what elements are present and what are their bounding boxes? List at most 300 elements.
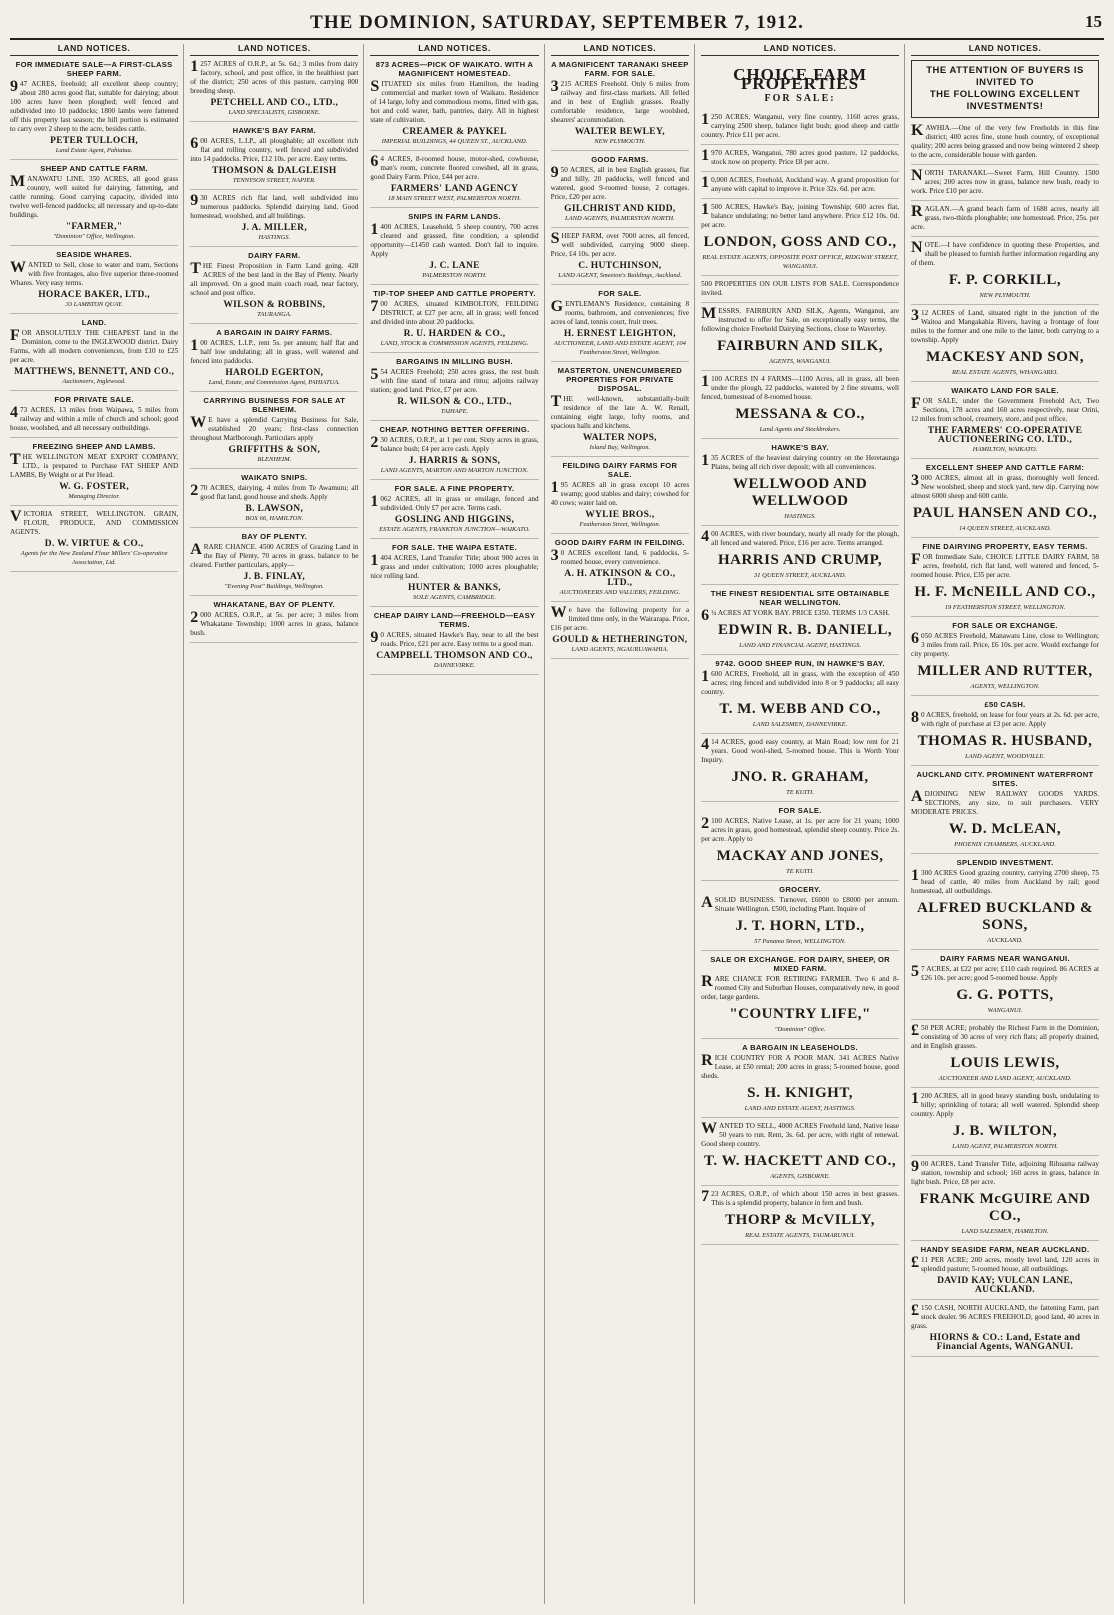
ad-heading: 9742. GOOD SHEEP RUN, IN HAWKE'S BAY. [715, 659, 885, 668]
ad-body: 930 ACRES rich flat land, well subdivided into numerous paddocks. Splendid dairying land. Good homestead, woolshed, and all buildings. [190, 192, 359, 220]
classified-ad [701, 307, 899, 371]
ad-body: 1300 ACRES Good grazing country, carrying 2700 sheep, 75 head of cattle, 40 miles from Auckland by rail; good homestead, all outbuildings. [911, 867, 1099, 895]
classified-ad [701, 203, 899, 276]
ad-body: 80 ACRES, freehold, on lease for four years at 2s. 6d. per acre, with right of purchase at £3 per acre. Apply [911, 709, 1099, 728]
ad-advertiser: GRIFFITHS & SON, [228, 445, 321, 455]
ad-advertiser: J. C. LANE [429, 261, 480, 271]
classified-ad [701, 1190, 899, 1245]
ad-body: SITUATED six miles from Hamilton, the leading commercial and market town of Waikato. Residence of 14 large, lofty and commodious rooms, fitted with gas, hot and cold water, bath, pantries, dairy. All in highest state of cultivation. [370, 78, 539, 124]
ad-heading: THE FINEST RESIDENTIAL SITE OBTAINABLE NEAR WELLINGTON. [710, 589, 890, 607]
ad-heading: TIP-TOP SHEEP AND CATTLE PROPERTY. [373, 289, 536, 298]
ad-address: AGENTS, WELLINGTON. [970, 683, 1040, 690]
ad-heading: CHEAP DAIRY LAND—FREEHOLD—EASY TERMS. [373, 611, 536, 629]
ad-address: "Evening Post" Buildings, Wellington. [224, 583, 324, 590]
ad-address: REAL ESTATE AGENTS, TAUMARUNUI. [745, 1232, 856, 1239]
classified-ad [701, 1043, 899, 1118]
classified-ad [911, 1092, 1099, 1156]
ad-body: RICH COUNTRY FOR A POOR MAN. 341 ACRES Native Lease, at £50 rental; 200 acres in grass; 5-roomed house, good sheds. [701, 1052, 900, 1080]
ad-address: AUCTIONEER AND LAND AGENT, AUCKLAND. [938, 1075, 1072, 1082]
classified-ad [911, 770, 1099, 854]
classified-ad [10, 442, 178, 506]
ad-address: REAL ESTATE AGENTS, WHANGAREI. [951, 369, 1059, 376]
ad-heading: GOOD DAIRY FARM IN FEILDING. [554, 538, 685, 547]
ad-advertiser: CAMPBELL THOMSON AND CO., [376, 651, 533, 661]
classified-ad [911, 205, 1099, 237]
ad-body: MESSRS. FAIRBURN AND SILK, Agents, Wanganui, are instructed to offer for Sale, on exceptionally easy terms, the following choice Freehold Dairying Sections, close to Waverley. [701, 305, 900, 333]
ad-heading: FOR PRIVATE SALE. [54, 395, 134, 404]
ad-body: THE well-known, substantially-built residence of the late A. W. Renall, containing eight large, lofty rooms, and spacious halls and kitchens. [550, 393, 690, 430]
classified-ad [551, 60, 690, 151]
ad-body: 6¼ ACRES AT YORK BAY. PRICE £350. TERMS 1/3 CASH. [701, 607, 890, 624]
ad-heading: DAIRY FARMS NEAR WANGANUI. [940, 954, 1070, 963]
classified-ad [911, 241, 1099, 305]
ad-heading: FOR SALE. THE WAIPA ESTATE. [391, 543, 518, 552]
ad-body: 90 ACRES, situated Hawke's Bay, near to all the best roads. Price, £21 per acre. Easy terms to a good man. [370, 629, 539, 648]
ad-heading: EXCELLENT SHEEP AND CATTLE FARM: [925, 463, 1085, 472]
ad-address: LAND SALESMEN, HAMILTON. [961, 1228, 1049, 1235]
ad-advertiser: HIORNS & CO.: Land, Estate and Financial Agents, WANGANUI. [929, 1333, 1081, 1352]
ad-address: Agents for the New Zealand Flour Millers' Co-operative Association, Ltd. [20, 550, 168, 566]
ad-advertiser: MACKAY AND JONES, [716, 848, 884, 864]
ad-advertiser: MESSANA & CO., [735, 406, 865, 422]
ad-body: 1257 ACRES of O.R.P., at 5s. 6d.; 3 miles from dairy factory, school, and post office, in the healthiest part of the district; 250 acres of this pasture, carrying 800 breeding sheep. [190, 58, 359, 95]
classified-ad [190, 532, 358, 596]
ad-advertiser: CREAMER & PAYKEL [402, 127, 507, 137]
column-header: LAND NOTICES. [370, 44, 538, 56]
ad-body: 600 ACRES, L.I.P., all ploughable; all excellent rich flat and rolling country, well fenced and subdivided into 14 paddocks. Price, £12 10s. per acre. Easy terms. [190, 135, 359, 163]
ad-body: 57 ACRES, at £22 per acre; £110 cash required. 86 ACRES at £26 10s. per acre; good 5-roomed house. Apply [911, 963, 1099, 982]
ad-advertiser: J. HARRIS & SONS, [408, 456, 501, 466]
ad-body: 10,000 ACRES, Freehold, Auckland way. A grand proposition for anyone with capital to improve it. Price 32s. 6d. per acre. [701, 174, 900, 193]
classified-ad [911, 386, 1099, 459]
ad-advertiser: MATTHEWS, BENNETT, AND CO., [14, 367, 175, 377]
ad-body: WE have a splendid Carrying Business for Sale, established 20 years; first-class connection throughout Marlborough. Particulars apply [190, 414, 359, 442]
ad-advertiser: "COUNTRY LIFE," [729, 1006, 871, 1022]
classified-ad [551, 155, 690, 228]
ad-heading: A BARGAIN IN LEASEHOLDS. [742, 1043, 858, 1052]
classified-ad [370, 611, 538, 675]
ad-advertiser: F. P. CORKILL, [948, 272, 1062, 288]
column-header: LAND NOTICES. [911, 44, 1099, 56]
ad-body: KAWHIA.—One of the very few Freeholds in this fine district; 400 acres fine, stone hush country, of exceptional quality; 200 acres being grassed and now being wintered 2 sheep to the acre, considerable house with garden. [911, 122, 1099, 159]
classified-ad [551, 461, 690, 534]
ad-heading: FOR SALE. A FINE PROPERTY. [394, 484, 515, 493]
ad-body: NORTH TARANAKI.—Sweet Farm, Hill Country. 1500 acres; 200 acres now in grass, balance new bush, ready to work. Price £10 per acre. [911, 167, 1099, 195]
ad-body: 723 ACRES, O.R.P., of which about 150 acres in best grasses. This is a splendid property, balance in fern and bush. [701, 1188, 900, 1207]
ad-body: WANTED to Sell, close to water and tram, Sections with five frontages, also five superior three-roomed Whares. Very easy terms. [10, 259, 179, 287]
classified-ad [190, 473, 358, 528]
ad-heading: FOR SALE OR EXCHANGE. [952, 621, 1058, 630]
ad-body: 1404 ACRES, Land Transfer Title; about 900 acres in grass and under cultivation; 1000 acres ploughable; nice rolling land. [370, 552, 539, 580]
classified-ad [701, 738, 899, 802]
ad-body: RARE CHANCE FOR RETIRING FARMER. Two 6 and 8-roomed City and Suburban Houses, comparatively new, in good order, large gardens. [701, 973, 900, 1001]
ad-address: Land Agents and Stockbrokers. [759, 426, 841, 433]
column-header: LAND NOTICES. [10, 44, 178, 56]
ad-advertiser: T. W. HACKETT AND CO., [703, 1153, 897, 1169]
ad-address: AUCTIONEERS AND VALUERS, FEILDING. [559, 589, 681, 596]
ad-address: LAND AGENT, WOODVILLE. [965, 753, 1045, 760]
classified-ad [190, 194, 358, 247]
ad-body: 135 ACRES of the heaviest dairying country on the Heretaunga Plains, being all rich river deposit; with all conveniences. [701, 452, 900, 471]
ad-body: 312 ACRES of Land, situated right in the junction of the Waitoa and Mangakahia Rivers, having a frontage of four miles to the former and one mile to the latter, both carrying to a township. Apply [911, 307, 1099, 344]
ad-body: 1970 ACRES, Wanganui, 780 acres good pasture, 12 paddocks, stock now on property. Price £8 per acre. [701, 147, 900, 166]
attention-line-1: THE ATTENTION OF BUYERS IS INVITED TO [926, 65, 1084, 88]
ad-heading: FOR IMMEDIATE SALE—A FIRST-CLASS SHEEP FARM. [15, 60, 173, 78]
ad-body: 230 ACRES, O.R.P., at 1 per cent. Sixty acres in grass, balance bush; £4 per acre cash. Apply [370, 434, 539, 453]
ad-body: FOR Immediate Sale, CHOICE LITTLE DAIRY FARM, 58 acres, freehold, rich flat land, well watered and fenced, 5-roomed house. Price, £35 per acre. [911, 551, 1099, 579]
ad-body: 1200 ACRES, all in good heavy standing bush, undulating to hilly; sprinkling of totara; all well watered. Splendid sheep country. Apply [911, 1090, 1099, 1118]
ad-address: LAND AND ESTATE AGENT, HASTINGS. [744, 1105, 856, 1112]
ad-body: 1400 ACRES, Leasehold, 5 sheep country, 700 acres cleared and grassed, fine condition, a splendid opportunity—£1450 cash wanted. Don't fail to inquire. Apply [370, 221, 539, 258]
ad-heading: GROCERY. [779, 885, 821, 894]
ad-body: 6050 ACRES Freehold, Manawatu Line, close to Wellington; 3 miles from rail. Price, £6 10s. per acre. Would exchange for city property. [911, 630, 1099, 658]
classified-ad [551, 366, 690, 457]
classified-ad [10, 60, 178, 160]
ad-advertiser: C. HUTCHINSON, [578, 261, 662, 271]
ad-body: MANAWATU LINE. 350 ACRES, all good grass country, well suited for dairying, fattening, and cattle running. Good carrying capacity, divided into twelve well-fenced paddocks; all necessary and up-to-date buildings. [10, 173, 179, 219]
ad-advertiser: HARRIS AND CRUMP, [717, 552, 883, 568]
ad-address: TAURANGA. [257, 311, 292, 318]
ad-advertiser: JNO. R. GRAHAM, [731, 769, 869, 785]
ad-advertiser: "FARMER," [65, 222, 123, 232]
ad-address: TENNYSON STREET, NAPIER. [232, 177, 316, 184]
ad-address: LAND AGENTS, PALMERSTON NORTH. [565, 215, 675, 222]
ad-address: LAND SALESMEN, DANNEVIRKE. [752, 721, 848, 728]
ad-heading: FREEZING SHEEP AND LAMBS. [32, 442, 156, 451]
ad-heading: SALE OR EXCHANGE. FOR DAIRY, SHEEP, OR MIXED FARM. [710, 955, 890, 973]
ad-body: 2000 ACRES, O.R.P., at 5s. per acre; 3 miles from Whakatane Township; 1000 acres in grass, balance bush. [190, 609, 359, 637]
ad-address: PHOENIX CHAMBERS, AUCKLAND. [954, 841, 1056, 848]
masthead-title: THE DOMINION, SATURDAY, SEPTEMBER 7, 1912. [310, 12, 804, 33]
ad-address: HASTINGS. [258, 234, 291, 241]
ad-body: 1062 ACRES, all in grass or ensilage, fenced and subdivided. Only £7 per acre. Terms cash. [370, 493, 539, 512]
ad-heading: 873 ACRES—PICK OF WAIKATO. WITH A MAGNIFICENT HOMESTEAD. [375, 60, 534, 78]
ad-advertiser: WALTER BEWLEY, [574, 127, 665, 137]
ad-body: 30 ACRES excellent land, 6 paddocks, 5-roomed house, every convenience. [550, 547, 690, 566]
ad-address: TAIHAPE. [440, 408, 469, 415]
ad-body: 1600 ACRES, Freehold, all in grass, with the exception of 450 acres; ring fenced and subdivided into 8 or 9 paddocks; all easy country. [701, 668, 900, 696]
classified-ad [911, 700, 1099, 766]
classified-ad [551, 606, 690, 659]
ad-address: NEW PLYMOUTH. [594, 138, 646, 145]
classified-ad [370, 212, 538, 285]
ad-advertiser: J. B. FINLAY, [243, 572, 306, 582]
ad-address: 57 Panama Street, WELLINGTON. [754, 938, 846, 945]
ad-body: THE Finest Proposition in Farm Land going. 428 ACRES of the best land in the Bay of Plenty. Nearly all improved. On a good main coach road, near factory, school and post office. [190, 260, 359, 297]
ad-advertiser: WALTER NOPS, [582, 433, 657, 443]
ad-body: 195 ACRES all in grass except 10 acres swamp; good stables and dairy; cowshed for 40 cows; water laid on. [550, 479, 690, 507]
ad-address: 19 FEATHERSTON STREET, WELLINGTON. [944, 604, 1066, 611]
ad-body: FOR ABSOLUTELY THE CHEAPEST land in the Dominion, come to the INGLEWOOD district. Dairy Farms, with all modern conveniences, from £10 to £25 per acre. [10, 327, 179, 364]
classified-ad [370, 543, 538, 607]
choice-farm-footer: 500 PROPERTIES ON OUR LISTS FOR SALE. Correspondence invited. [701, 280, 899, 303]
ad-heading: FOR SALE. [778, 806, 822, 815]
ad-advertiser: WILSON & ROBBINS, [223, 300, 326, 310]
classified-ad [911, 858, 1099, 950]
ad-address: SOLE AGENTS, CAMBRIDGE. [413, 594, 496, 601]
ad-advertiser: THORP & McVILLY, [725, 1212, 875, 1228]
ad-address: AGENTS, WANGANUI. [769, 358, 831, 365]
classified-ad [701, 443, 899, 526]
ad-body: NOTE.—I have confidence in quoting these Properties, and shall be pleased to furnish further information regarding any of them. [911, 239, 1099, 267]
classified-ad [701, 659, 899, 734]
ad-address: LAND AGENT, Smeeton's Buildings, Auckland. [558, 272, 682, 279]
column-6 [911, 44, 1104, 1604]
choice-farm-title: CHOICE FARM PROPERTIES [733, 65, 868, 93]
ad-address: WANGANUI. [987, 1007, 1023, 1014]
ad-heading: A BARGAIN IN DAIRY FARMS. [216, 328, 333, 337]
column-header: LAND NOTICES. [190, 44, 358, 56]
ad-heading: AUCKLAND CITY. PROMINENT WATERFRONT SITES. [916, 770, 1094, 788]
classified-ad [701, 885, 899, 951]
ad-heading: GOOD FARMS. [591, 155, 649, 164]
ad-address: "Dominion" Office, Wellington. [53, 233, 135, 240]
ad-address: 18 MAIN STREET WEST, PALMERSTON NORTH. [388, 195, 521, 202]
classified-ad [911, 309, 1099, 382]
ad-advertiser: D. W. VIRTUE & CO., [44, 539, 144, 549]
ad-body: 700 ACRES, situated KIMBOLTON, FEILDING DISTRICT, at £27 per acre, all in grass; well fenced and divided into about 20 paddocks. [370, 298, 539, 326]
column-4 [551, 44, 696, 1604]
classified-ad [911, 621, 1099, 696]
column-5 [701, 44, 905, 1604]
classified-ad [701, 375, 899, 439]
ad-heading: £50 CASH. [984, 700, 1026, 709]
ad-address: AUCTIONEER, LAND AND ESTATE AGENT, 104 Featherston Street, Wellington. [553, 340, 686, 356]
classified-ad [370, 425, 538, 480]
ad-address: Island Bay, Wellington. [589, 444, 651, 451]
ad-advertiser: J. T. HORN, LTD., [735, 918, 865, 934]
ad-body: 270 ACRES, dairying, 4 miles from Te Awamutu; all good flat land, good house and sheds. Apply [190, 482, 359, 501]
ad-address: LAND AND FINANCIAL AGENT, HASTINGS. [739, 642, 862, 649]
ad-heading: WAIKATO SNIPS. [241, 473, 308, 482]
ad-address: Managing Director. [68, 493, 120, 500]
ad-advertiser: PETER TULLOCH, [50, 136, 139, 146]
attention-box [911, 60, 1099, 118]
ad-body: 100 ACRES, L.I.P., rent 5s. per annum; half flat and half low undulating; all in grass, well watered and fenced into paddocks. [190, 337, 359, 365]
ad-body: 1250 ACRES, Wanganui, very fine country, 1160 acres grass, carrying 2500 sheep, balance light bush; good sheep and cattle country. Price £11 per acre. [701, 111, 900, 139]
ad-advertiser: LOUIS LEWIS, [950, 1055, 1060, 1071]
ad-heading: SEASIDE WHARES. [56, 250, 132, 259]
ad-heading: LAND. [81, 318, 107, 327]
ad-advertiser: FRANK McGUIRE AND CO., [919, 1191, 1091, 1224]
ad-address: AGENTS, GISBORNE. [770, 1173, 830, 1180]
ad-heading: WHAKATANE, BAY OF PLENTY. [213, 600, 336, 609]
ad-advertiser: GILCHRIST AND KIDD, [564, 204, 676, 214]
classified-ad [370, 357, 538, 421]
ad-advertiser: J. A. MILLER, [241, 223, 307, 233]
ad-address: HASTINGS. [784, 513, 816, 520]
ad-heading: HANDY SEASIDE FARM, NEAR AUCKLAND. [920, 1245, 1090, 1254]
ad-advertiser: MACKESY AND SON, [926, 349, 1084, 365]
classified-ad [10, 250, 178, 314]
ad-advertiser: DAVID KAY; VULCAN LANE, AUCKLAND. [937, 1276, 1073, 1295]
classified-ad [701, 113, 899, 145]
ad-body: SHEEP FARM, over 7000 acres, all fenced, well subdivided, carrying 9000 sheep. Price, £4 10s. per acre. [550, 230, 690, 258]
classified-ad [701, 530, 899, 585]
masthead [10, 8, 1104, 40]
ad-heading: A MAGNIFICENT TARANAKI SHEEP FARM. FOR SALE. [551, 60, 689, 78]
ad-advertiser: WELLWOOD AND WELLWOOD [732, 476, 868, 509]
ad-heading: FOR SALE. [598, 289, 642, 298]
ad-address: 31 QUEEN STREET, AUCKLAND. [754, 572, 847, 579]
ad-advertiser: J. B. WILTON, [952, 1123, 1058, 1139]
classified-ad [701, 1122, 899, 1186]
classified-ad [190, 600, 358, 643]
classified-ad [551, 538, 690, 602]
attention-line-2: THE FOLLOWING EXCELLENT [929, 89, 1081, 100]
ad-advertiser: THE FARMERS' CO-OPERATIVE AUCTIONEERING CO. LTD., [927, 426, 1083, 445]
column-header: LAND NOTICES. [551, 44, 690, 56]
ad-advertiser: T. M. WEBB AND CO., [719, 701, 881, 717]
ad-body: RAGLAN.—A grand beach farm of 1688 acres, nearly all grass, two-thirds ploughable; one homestead. Price, 25s. per acre. [911, 203, 1099, 231]
classified-ad [190, 126, 358, 190]
classified-ad [370, 155, 538, 208]
ad-address: NEW PLYMOUTH. [979, 292, 1031, 299]
ad-body: We have the following property for a limited time only, in the Wairarapa. Price, £16 per acre. [550, 604, 690, 632]
classified-ad [911, 954, 1099, 1020]
ad-address: IMPERIAL BUILDINGS, 44 QUEEN ST., AUCKLAND. [381, 138, 528, 145]
ad-body: 400 ACRES, with river boundary, nearly all ready for the plough, all fenced and watered. Price, £16 per acre. Terms arranged. [701, 528, 900, 547]
ad-body: 473 ACRES, 13 miles from Waipawa, 5 miles from railway and within a mile of church and school; good house, woolshed, and all necessary outbuildings. [10, 404, 179, 432]
ad-heading: FINE DAIRYING PROPERTY, EASY TERMS. [922, 542, 1088, 551]
ad-body: GENTLEMAN'S Residence, containing 8 rooms, bathroom, and conveniences; five acres of land, tennis court, fruit trees. [550, 298, 690, 326]
column-3 [370, 44, 544, 1604]
ad-heading: BAY OF PLENTY. [241, 532, 307, 541]
column-1 [10, 44, 184, 1604]
ad-heading: DAIRY FARM. [248, 251, 301, 260]
ad-heading: WAIKATO LAND FOR SALE. [951, 386, 1059, 395]
classified-ad [701, 589, 899, 655]
ad-heading: SPLENDID INVESTMENT. [956, 858, 1054, 867]
classified-ad [911, 1245, 1099, 1300]
ad-address: ESTATE AGENTS, FRANKTON JUNCTION—WAIKATO. [379, 526, 530, 533]
ad-body: WANTED TO SELL, 4000 ACRES Freehold land, Native lease 50 years to run. Rent, 3s. 6d. per acre, with right of renewal. Good sheep country. [701, 1120, 900, 1148]
ad-body: 64 ACRES, 8-roomed house, motor-shed, cowhouse, man's room, concrete floored cowshed, all in grass, good Dairy Farm. Price, £44 per acre. [370, 153, 539, 181]
ad-address: PALMERSTON NORTH. [422, 272, 487, 279]
ad-advertiser: GOSLING AND HIGGINS, [394, 515, 515, 525]
ad-body: £50 PER ACRE; probably the Richest Farm in the Dominion, consisting of 30 acres of very rich flats; all properly drained, and in English grasses. [911, 1022, 1099, 1050]
ad-address: BOX 66, HAMILTON. [245, 515, 304, 522]
ad-body: £150 CASH, NORTH AUCKLAND, the fattening Farm, part stock dealer. 96 ACRES FREEHOLD, good land, 40 acres in grass. [911, 1302, 1099, 1330]
classified-ad [190, 396, 358, 469]
ad-advertiser: THOMAS R. HUSBAND, [917, 733, 1093, 749]
ad-advertiser: A. H. ATKINSON & CO., LTD., [564, 569, 676, 588]
attention-line-3: INVESTMENTS! [966, 101, 1044, 112]
classified-ad [911, 169, 1099, 201]
columns [10, 44, 1104, 1604]
ad-advertiser: S. H. KNIGHT, [747, 1085, 853, 1101]
ad-heading: BARGAINS IN MILLING BUSH. [396, 357, 513, 366]
ad-heading: CHEAP. NOTHING BETTER OFFERING. [379, 425, 530, 434]
ad-advertiser: HUNTER & BANKS, [408, 583, 501, 593]
classified-ad [10, 164, 178, 246]
ad-heading: CARRYING BUSINESS FOR SALE AT BLENHEIM. [203, 396, 346, 414]
ad-address: AUCKLAND. [987, 937, 1023, 944]
page-number: 15 [1085, 12, 1102, 31]
classified-ad [911, 1024, 1099, 1088]
classified-ad [190, 328, 358, 392]
ad-advertiser: PETCHELL AND CO., LTD., [210, 98, 339, 108]
ad-advertiser: THOMSON & DALGLEISH [212, 166, 337, 176]
ad-heading: SHEEP AND CATTLE FARM. [40, 164, 148, 173]
ad-address: Auctioneers, Inglewood. [62, 378, 126, 385]
classified-ad [370, 289, 538, 353]
ad-advertiser: ALFRED BUCKLAND & SONS, [917, 900, 1094, 933]
ad-advertiser: LONDON, GOSS AND CO., [703, 234, 897, 250]
ad-body: 1500 ACRES, Hawke's Bay, joining Township; 600 acres flat, balance undulating; no better land anywhere. Price £12 10s. 0d. per acre. [701, 201, 900, 229]
ad-advertiser: HAROLD EGERTON, [225, 368, 324, 378]
ad-body: 1100 ACRES IN 4 FARMS—1100 Acres, all in grass, all been under the plough, 22 paddocks, watered by 2 fine streams, well fenced, homestead of 8-roomed house. [701, 373, 900, 401]
ad-address: LAND AGENTS, NGAURUAWAHIA. [571, 646, 669, 653]
ad-address: Featherston Street, Wellington. [579, 521, 661, 528]
ad-address: Land, Estate, and Commission Agent, PAHIATUA. [208, 379, 340, 386]
ad-advertiser: GOULD & HETHERINGTON, [552, 635, 688, 645]
ad-body: ASOLID BUSINESS. Turnover, £6000 to £8000 per annum. Situate Wellington. £500, including Plant. Inquire of [701, 894, 900, 913]
classified-ad [10, 510, 178, 572]
classified-ad [911, 1304, 1099, 1357]
ad-advertiser: PAUL HANSEN AND CO., [912, 505, 1098, 521]
ad-address: REAL ESTATE AGENTS, OPPOSITE POST OFFICE, RIDGWAY STREET, WANGANUI. [702, 254, 898, 270]
column-2 [190, 44, 364, 1604]
ad-advertiser: H. ERNEST LEIGHTON, [563, 329, 676, 339]
classified-ad [911, 542, 1099, 617]
ad-advertiser: B. LAWSON, [245, 504, 304, 514]
classified-ad [701, 176, 899, 199]
classified-ad [551, 232, 690, 285]
ad-advertiser: MILLER AND RUTTER, [917, 663, 1093, 679]
ad-body: FOR SALE, under the Government Freehold Act, Two Sections, 178 acres and 160 acres respectively, near Orini, 12 miles from school, creamery, store, and post office. [911, 395, 1099, 423]
ad-advertiser: WYLIE BROS., [585, 510, 655, 520]
ad-heading: SNIPS IN FARM LANDS. [408, 212, 501, 221]
classified-ad [190, 60, 358, 122]
ad-body: ADJOINING NEW RAILWAY GOODS YARDS. SECTIONS, any size, to suit purchasers. VERY MODERATE PRICES. [911, 788, 1099, 816]
ad-advertiser: EDWIN R. B. DANIELL, [717, 622, 893, 638]
ad-heading: FEILDING DAIRY FARMS FOR SALE. [562, 461, 678, 479]
ad-heading: HAWKE'S BAY FARM. [232, 126, 316, 135]
classified-ad [911, 1160, 1099, 1241]
classified-ad [370, 484, 538, 539]
ad-advertiser: G. G. POTTS, [956, 987, 1054, 1003]
ad-address: Land Estate Agent, Pahiatua. [55, 147, 133, 154]
classified-ad [190, 251, 358, 324]
ad-body: 3000 ACRES, almost all in grass, thoroughly well fenced. New woolshed, sheep and stock yard, new dip. Carrying now almost 6000 sheep and 600 cattle. [911, 472, 1099, 500]
choice-farm-subtitle: FOR SALE: [764, 93, 836, 104]
ad-body: 2100 ACRES, Native Lease, at 1s. per acre for 21 years; 1000 acres in grass, good homestead, splendid sheep country. Price 2s. per acre. Apply to [701, 815, 900, 843]
ad-address: LAND AGENT, PALMERSTON NORTH. [952, 1143, 1058, 1150]
ad-body: VICTORIA STREET, WELLINGTON. GRAIN, FLOUR, PRODUCE, AND COMMISSION AGENTS. [10, 508, 179, 536]
ad-advertiser: H. F. McNEILL AND CO., [914, 584, 1096, 600]
ad-address: HAMILTON, WAIKATO. [972, 446, 1038, 453]
ad-advertiser: W. G. FOSTER, [59, 482, 129, 492]
ad-address: 14 QUEEN STREET, AUCKLAND. [958, 525, 1052, 532]
classified-ad [701, 806, 899, 881]
classified-ad [10, 318, 178, 391]
ad-body: THE WELLINGTON MEAT EXPORT COMPANY, LTD., is prepared to Purchase FAT SHEEP AND LAMBS, By Weight or at Per Head. [10, 451, 179, 479]
classified-ad [10, 395, 178, 438]
ad-advertiser: FARMERS' LAND AGENCY [390, 184, 519, 194]
ad-address: TE KUITI. [786, 789, 814, 796]
ad-address: BLENHEIM. [257, 456, 292, 463]
classified-ad [551, 289, 690, 362]
column-header: LAND NOTICES. [701, 44, 899, 56]
ad-body: £11 PER ACRE; 200 acres, mostly level land, 120 acres in splendid pasture; 5-roomed house, all outbuildings. [911, 1254, 1099, 1273]
ad-body: 900 ACRES, Land Transfer Title, adjoining Rihuama railway station, township and school; 160 acres in grass, balance in light bush. Price, £8 per acre. [911, 1158, 1099, 1186]
ad-advertiser: W. D. McLEAN, [948, 821, 1062, 837]
ad-advertiser: HORACE BAKER, LTD., [38, 290, 150, 300]
classified-ad [911, 463, 1099, 538]
ad-heading: MASTERTON. UNENCUMBERED PROPERTIES FOR PRIVATE DISPOSAL. [557, 366, 683, 393]
classified-ad [911, 124, 1099, 165]
